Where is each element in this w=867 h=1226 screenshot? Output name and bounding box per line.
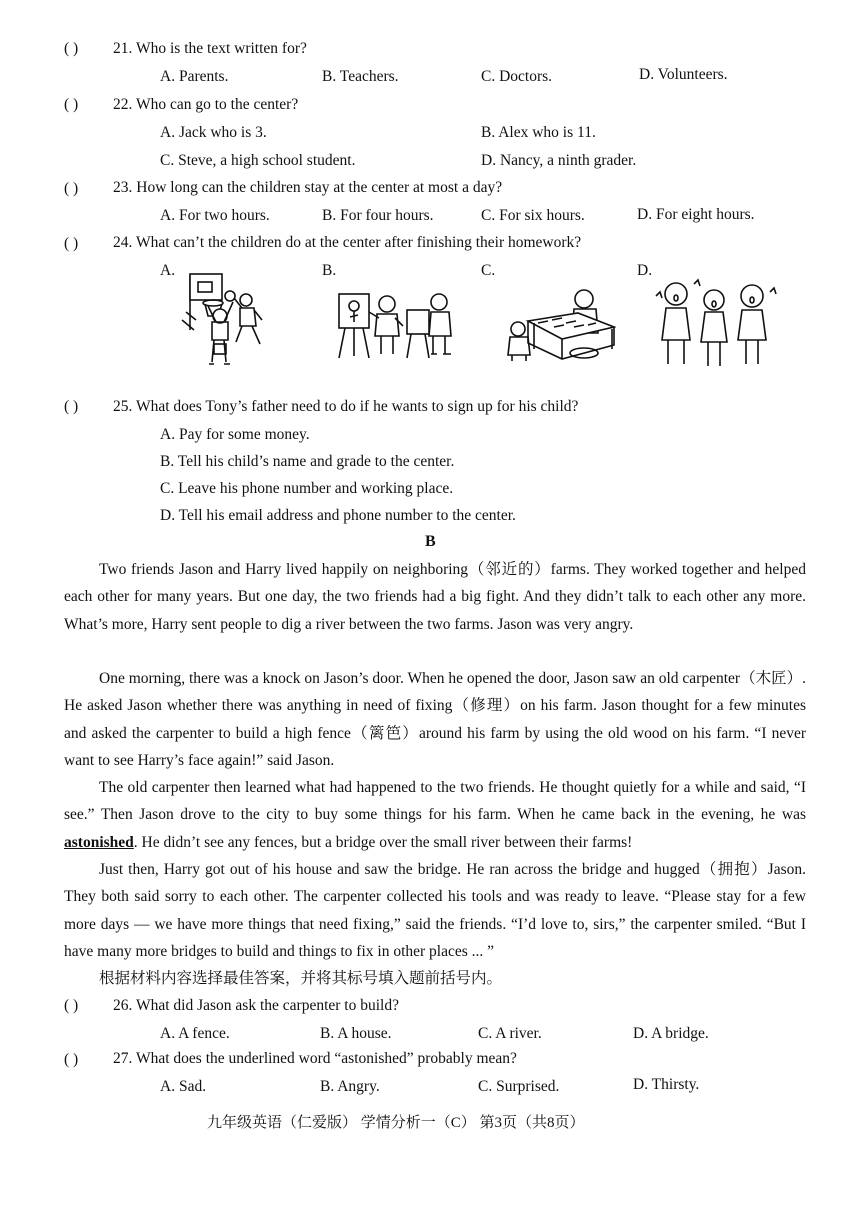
answer-bracket[interactable]: ( ) xyxy=(64,180,79,197)
answer-bracket[interactable]: ( ) xyxy=(64,235,79,252)
basketball-picture xyxy=(178,270,273,382)
painting-picture xyxy=(335,290,457,360)
option: A. Jack who is 3. xyxy=(160,124,267,141)
option: B. Angry. xyxy=(320,1078,380,1095)
option: B. For four hours. xyxy=(322,207,434,224)
option: D. xyxy=(637,262,653,279)
answer-bracket[interactable]: ( ) xyxy=(64,997,79,1014)
option: A. A fence. xyxy=(160,1025,230,1042)
option: A. xyxy=(160,262,176,279)
option: A. Parents. xyxy=(160,68,229,85)
option: A. Sad. xyxy=(160,1078,207,1095)
option: D. Nancy, a ninth grader. xyxy=(481,152,637,169)
section-title: B xyxy=(425,533,436,550)
option: C. Steve, a high school student. xyxy=(160,152,356,169)
question-22: 22. Who can go to the center? xyxy=(113,96,299,113)
option: C. Doctors. xyxy=(481,68,553,85)
option: C. Surprised. xyxy=(478,1078,560,1095)
option: A. For two hours. xyxy=(160,207,270,224)
question-25: 25. What does Tony’s father need to do if he wants to sign up for his child? xyxy=(113,398,579,415)
option: C. Leave his phone number and working place. xyxy=(160,480,454,497)
option: A. Pay for some money. xyxy=(160,426,310,443)
question-21: 21. Who is the text written for? xyxy=(113,40,307,57)
instruction: 根据材料内容选择最佳答案，并将其标号填入题前括号内。 xyxy=(99,970,503,987)
option: D. Volunteers. xyxy=(639,66,728,83)
paragraph-1: Two friends Jason and Harry lived happily on neighboring（邻近的）farms. They worked together and helped each other for many years. But one day, the two friends had a big fight. And they didn’t talk to each other any more. What’s more, Harry sent people to dig a river between the two farms. Jason was very angry. xyxy=(64,561,806,633)
paragraph-2: One morning, there was a knock on Jason’s door. When he opened the door, Jason saw an old carpenter（木匠）. He asked Jason whether there was anything in need of fixing（修理）on his farm. Jason thought for a few minutes and asked the carpenter to build a high fence（篱笆）around his farm by using the old wood on his farm. “I never want to see Harry’s face again!” said Jason. xyxy=(64,670,806,769)
paragraph-4: Just then, Harry got out of his house and saw the bridge. He ran across the bridge and hugged（拥抱）Jason. They both said sorry to each other. The carpenter collected his tools and was ready to leave. “Please stay for a few more days — we have more things that need fixing,” said the friends. “I’d love to, sirs,” the carpenter smiled. “But I have many more bridges to build and things to fix in other places ... ” xyxy=(64,861,806,960)
option: B. Alex who is 11. xyxy=(481,124,596,141)
answer-bracket[interactable]: ( ) xyxy=(64,398,79,415)
answer-bracket[interactable]: ( ) xyxy=(64,1051,79,1068)
option: C. A river. xyxy=(478,1025,542,1042)
question-26: 26. What did Jason ask the carpenter to build? xyxy=(113,997,399,1014)
option: D. Tell his email address and phone number to the center. xyxy=(160,507,516,524)
option: D. For eight hours. xyxy=(637,206,755,223)
option: C. For six hours. xyxy=(481,207,585,224)
option: B. xyxy=(322,262,337,279)
option: D. Thirsty. xyxy=(633,1076,700,1093)
answer-bracket[interactable]: ( ) xyxy=(64,96,79,113)
option: C. xyxy=(481,262,496,279)
answer-bracket[interactable]: ( ) xyxy=(64,40,79,57)
question-27: 27. What does the underlined word “astonished” probably mean? xyxy=(113,1050,517,1067)
question-23: 23. How long can the children stay at the center at most a day? xyxy=(113,179,503,196)
underlined-word: astonished xyxy=(64,833,134,851)
option: B. A house. xyxy=(320,1025,392,1042)
chess-picture xyxy=(504,283,616,363)
option: B. Tell his child’s name and grade to the center. xyxy=(160,453,455,470)
page-footer: 九年级英语（仁爱版） 学情分析一（C） 第3页（共8页） xyxy=(207,1115,585,1131)
singing-picture xyxy=(654,278,780,370)
option: B. Teachers. xyxy=(322,68,399,85)
option: D. A bridge. xyxy=(633,1025,709,1042)
question-24: 24. What can’t the children do at the center after finishing their homework? xyxy=(113,234,582,251)
paragraph-3: The old carpenter then learned what had happened to the two friends. He thought quietly for a while and said, “I see.” Then Jason drove to the city to buy some things for his farm. When he came back in the evening, he was astonished. He didn’t see any fences, but a bridge over the small river between their farms! xyxy=(64,779,806,851)
